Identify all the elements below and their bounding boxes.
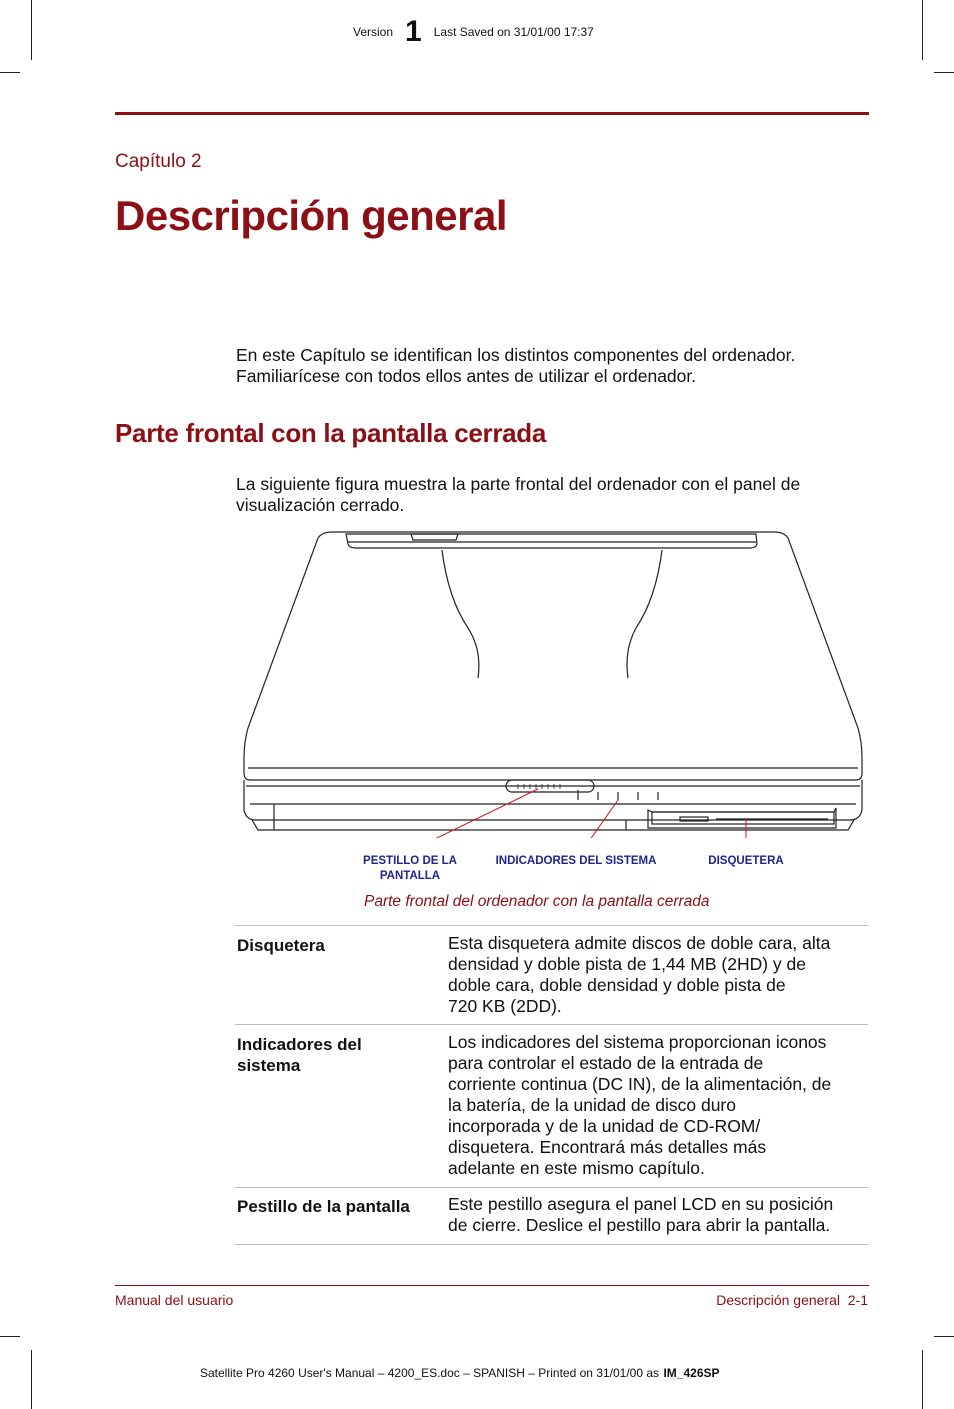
row-term-line: Indicadores del xyxy=(237,1035,362,1054)
crop-mark xyxy=(922,1350,923,1409)
callout-indicators: INDICADORES DEL SISTEMA xyxy=(495,855,657,867)
row-term-line: Pestillo de la pantalla xyxy=(237,1197,410,1216)
version-number: 1 xyxy=(405,15,422,48)
row-description-line: doble cara, doble densidad y doble pista de xyxy=(448,975,786,995)
callout-leader xyxy=(580,800,618,838)
row-description xyxy=(448,933,870,1017)
footer-right: Descripción general 2-1 xyxy=(716,1292,868,1308)
crop-mark xyxy=(31,1350,32,1409)
footer-left: Manual del usuario xyxy=(115,1292,234,1308)
callout-latch-line: PESTILLO DE LA xyxy=(363,855,457,867)
callout-leader xyxy=(404,789,538,838)
callout-floppy: DISQUETERA xyxy=(708,855,784,867)
print-info-line xyxy=(200,1364,720,1382)
table-rule xyxy=(235,1244,868,1245)
page-title: Descripción general xyxy=(115,192,507,239)
section-title: Parte frontal con la pantalla cerrada xyxy=(115,418,547,448)
row-description-line: corriente continua (DC IN), de la alimentación, de xyxy=(448,1074,832,1094)
crop-mark xyxy=(922,0,923,60)
lid-curve-right xyxy=(627,550,662,678)
footer-rule xyxy=(115,1285,869,1286)
row-description-line: Esta disquetera admite discos de doble cara, alta xyxy=(448,933,831,953)
intro-paragraph xyxy=(236,345,876,387)
crop-mark xyxy=(31,0,32,60)
row-description-line: incorporada y de la unidad de CD-ROM/ xyxy=(448,1116,761,1136)
callout-latch-line: PANTALLA xyxy=(379,870,441,882)
row-description-line: adelante en este mismo capítulo. xyxy=(448,1158,705,1178)
row-description-line: la batería, de la unidad de disco duro xyxy=(448,1095,736,1115)
laptop-lid xyxy=(244,532,862,780)
section-paragraph xyxy=(236,474,876,516)
row-description-line: densidad y doble pista de 1,44 MB (2HD) y de xyxy=(448,954,806,974)
last-saved: Last Saved on 31/01/00 17:37 xyxy=(433,25,594,39)
row-description xyxy=(448,1194,870,1236)
floppy-drive xyxy=(648,808,836,828)
top-rule xyxy=(115,112,869,115)
row-term-line: sistema xyxy=(237,1056,301,1075)
row-description-line: para controlar el estado de la entrada de xyxy=(448,1053,764,1073)
section-line: La siguiente figura muestra la parte frontal del ordenador con el panel de xyxy=(236,474,801,494)
crop-mark xyxy=(934,1336,954,1337)
section-line: visualización cerrado. xyxy=(236,495,405,515)
lid-curve-left xyxy=(442,550,479,678)
chapter-label: Capítulo 2 xyxy=(115,151,202,172)
table-rule xyxy=(235,1024,868,1025)
row-description-line: Los indicadores del sistema proporcionan iconos xyxy=(448,1032,827,1052)
intro-line: En este Capítulo se identifican los distintos componentes del ordenador. xyxy=(236,345,796,365)
figure-caption: Parte frontal del ordenador con la pantalla cerrada xyxy=(364,893,710,910)
row-term-line: Disquetera xyxy=(237,936,325,955)
row-term xyxy=(237,1196,447,1217)
laptop-front-illustration xyxy=(236,528,870,838)
table-rule xyxy=(235,925,868,926)
crop-mark xyxy=(934,72,954,73)
row-term xyxy=(237,935,437,956)
row-description-line: disquetera. Encontrará más detalles más xyxy=(448,1137,767,1157)
row-term xyxy=(237,1034,437,1076)
row-description-line: Este pestillo asegura el panel LCD en su posición xyxy=(448,1194,834,1214)
intro-line: Familiarícese con todos ellos antes de utilizar el ordenador. xyxy=(236,366,697,386)
table-rule xyxy=(235,1187,868,1188)
version-header xyxy=(353,16,594,48)
print-info: Satellite Pro 4260 User's Manual – 4200_ES.doc – SPANISH – Printed on 31/01/00 as xyxy=(200,1366,660,1380)
lid-rear-edge xyxy=(346,534,757,548)
crop-mark xyxy=(0,1336,20,1337)
row-description-line: 720 KB (2DD). xyxy=(448,996,562,1016)
callout-latch xyxy=(350,854,470,884)
row-description-line: de cierre. Deslice el pestillo para abrir la pantalla. xyxy=(448,1215,831,1235)
print-code: IM_426SP xyxy=(663,1366,720,1380)
row-description xyxy=(448,1032,870,1179)
version-label: Version xyxy=(353,25,394,39)
crop-mark xyxy=(0,72,20,73)
